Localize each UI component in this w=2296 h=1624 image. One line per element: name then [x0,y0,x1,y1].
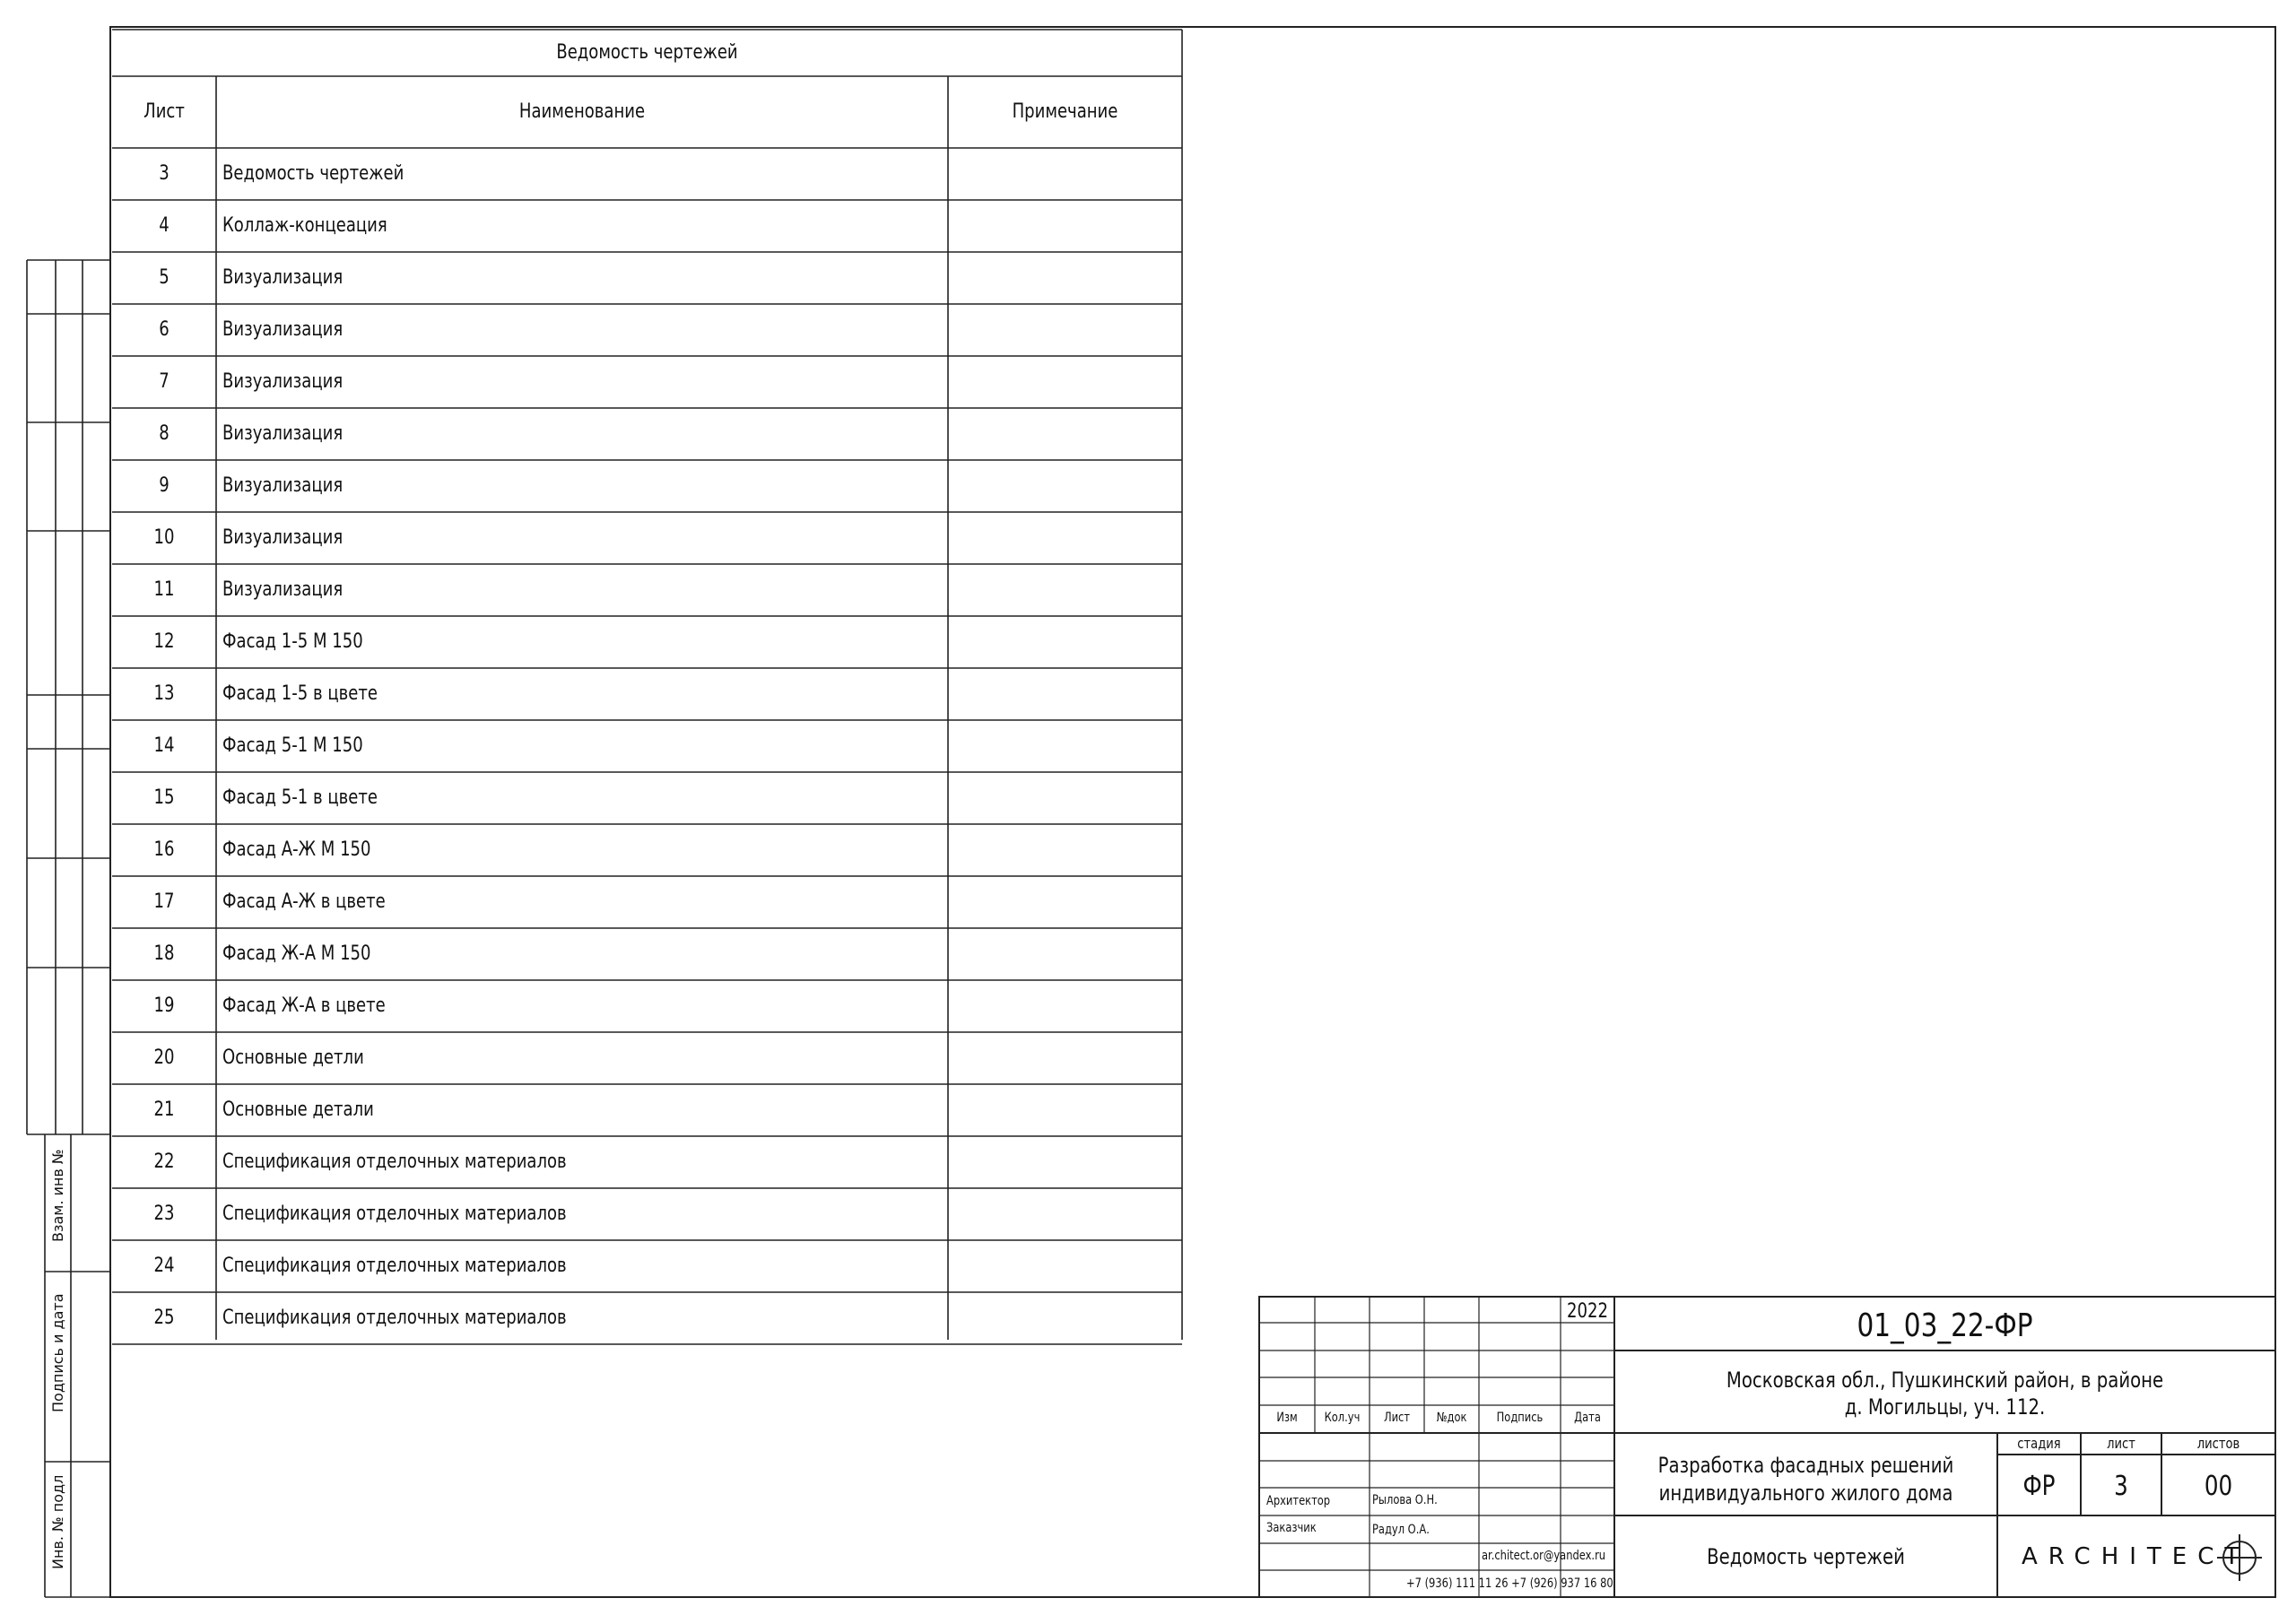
column-kol-uch: Кол.уч [1324,1411,1361,1425]
sheet-number: 16 [153,838,175,861]
sheet-name: Фасад Ж-А в цвете [222,994,386,1017]
sheet-value: 3 [2114,1471,2128,1502]
column-header-note: Примечание [1012,100,1118,123]
sheet-number: 25 [153,1307,175,1329]
sheet-name: Фасад Ж-А М 150 [222,942,371,965]
sheet-number: 18 [153,942,175,965]
role-architect: Архитектор [1266,1494,1331,1508]
column-podpis: Подпись [1496,1411,1544,1425]
contact-email: ar.chitect.or@yandex.ru [1482,1549,1606,1563]
sheet-name: Визуализация [222,422,344,445]
sheets-total-label: листов [2196,1435,2240,1452]
sheet-number: 6 [159,318,170,341]
sheet-number: 21 [153,1099,175,1121]
sheet-number: 10 [153,526,175,549]
sheet-number: 22 [153,1151,175,1173]
sheet-number: 7 [159,370,170,393]
sheet-number: 23 [153,1203,175,1225]
sheet-name: Спецификация отделочных материалов [222,1307,567,1329]
project-line-2: индивидуального жилого дома [1658,1481,1953,1506]
sheet-name: Основные детали [222,1099,374,1121]
sheet-number: 9 [159,474,170,497]
sheet-name: Ведомость чертежей [222,162,404,185]
address-line-1: Московская обл., Пушкинский район, в районе [1726,1368,2164,1393]
stage-label: стадия [2017,1435,2061,1452]
sheet-number: 14 [153,734,175,757]
name-architect: Рылова О.Н. [1372,1493,1438,1507]
sheet-name: Спецификация отделочных материалов [222,1255,567,1277]
sheet-name: Визуализация [222,370,344,393]
sheet-number: 17 [153,890,175,913]
sheet-label: лист [2107,1435,2135,1452]
sheet-name: Визуализация [222,578,344,601]
sheet-name: Спецификация отделочных материалов [222,1151,567,1173]
name-customer: Радул О.А. [1372,1523,1430,1537]
sheet-number: 4 [159,214,170,237]
sheet-name: Визуализация [222,526,344,549]
role-customer: Заказчик [1266,1521,1317,1535]
sheet-number: 8 [159,422,170,445]
sheet-number: 12 [153,630,175,653]
sheet-number: 13 [153,682,175,705]
sheet-number: 3 [159,162,170,185]
sheet-name: Спецификация отделочных материалов [222,1203,567,1225]
contact-phones: +7 (936) 111 11 26 +7 (926) 937 16 80 [1406,1576,1613,1591]
sheet-border [110,27,2275,1597]
sheets-total-value: 00 [2204,1471,2233,1502]
address-line-2: д. Могильцы, уч. 112. [1844,1394,2046,1420]
sheet-list-title: Ведомость чертежей [556,41,738,64]
sheet-name: Фасад 5-1 М 150 [222,734,363,757]
sheet-number: 19 [153,994,175,1017]
title-block-sheet-title: Ведомость чертежей [1707,1544,1905,1569]
side-stamp-lines [27,260,110,1597]
sheet-name: Фасад А-Ж М 150 [222,838,371,861]
sheet-name: Визуализация [222,266,344,289]
side-stamp-signature-date: Подпись и дата [49,1293,66,1412]
sheet-name: Коллаж-концеация [222,214,387,237]
project-line-1: Разработка фасадных решений [1657,1453,1954,1478]
sheet-number: 11 [153,578,175,601]
sheet-name: Фасад 1-5 в цвете [222,682,378,705]
side-stamp-inv-original: Инв. № подл [49,1474,66,1569]
sheet-name: Фасад 1-5 М 150 [222,630,363,653]
sheet-number: 20 [153,1046,175,1069]
sheet-name: Визуализация [222,318,344,341]
title-block-year: 2022 [1567,1300,1608,1323]
sheet-name: Визуализация [222,474,344,497]
column-ndok: №док [1436,1411,1467,1425]
sheet-name: Фасад А-Ж в цвете [222,890,386,913]
column-header-sheet: Лист [144,100,185,123]
sheet-number: 15 [153,786,175,809]
stage-value: ФР [2022,1471,2056,1502]
sheet-name: Фасад 5-1 в цвете [222,786,378,809]
project-code: 01_03_22-ФР [1857,1307,2033,1344]
sheet-name: Основные детли [222,1046,364,1069]
column-header-name: Наименование [518,100,646,123]
sheet-number: 24 [153,1255,175,1277]
architect-logo-text: ARCHITECT [2022,1543,2250,1570]
column-data: Дата [1574,1411,1601,1425]
sheet-number: 5 [159,266,170,289]
column-izm: Изм [1276,1411,1298,1425]
column-list: Лист [1383,1411,1411,1425]
side-stamp-replaces-inv: Взам. инв № [49,1149,66,1242]
